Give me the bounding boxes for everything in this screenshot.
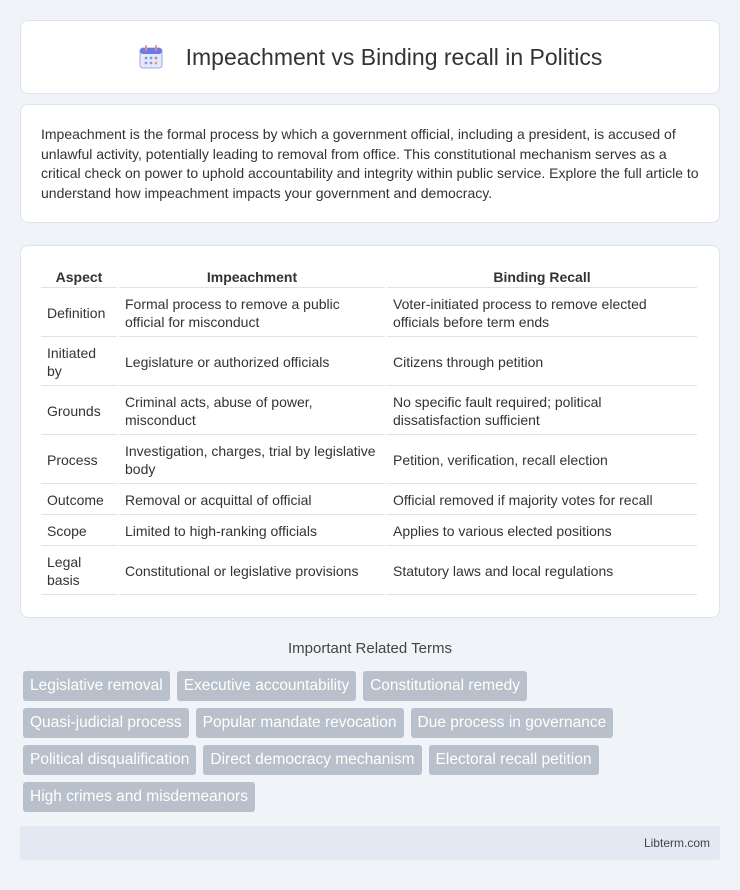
related-term-tag[interactable]: Electoral recall petition: [429, 745, 599, 775]
table-row: [41, 437, 697, 484]
row-impeachment: Legislature or authorized officials: [119, 339, 385, 386]
tag-row: [23, 745, 723, 775]
calendar-icon: [138, 44, 164, 70]
row-impeachment: Removal or acquittal of official: [119, 486, 385, 515]
row-binding-recall: Statutory laws and local regulations: [387, 548, 697, 595]
page-title: Impeachment vs Binding recall in Politics: [185, 43, 603, 70]
header-impeachment: Impeachment: [119, 266, 385, 288]
row-impeachment: Criminal acts, abuse of power, misconduct: [119, 388, 385, 435]
header-aspect: Aspect: [41, 266, 117, 288]
tag-row: [23, 782, 723, 812]
row-binding-recall: Citizens through petition: [387, 339, 697, 386]
row-aspect: Outcome: [41, 486, 117, 515]
comparison-table-card: [20, 245, 720, 618]
table-header-row: [41, 266, 697, 288]
intro-card: [20, 104, 720, 223]
table-row: [41, 486, 697, 515]
table-row: [41, 517, 697, 546]
footer-site-link[interactable]: Libterm.com: [643, 836, 710, 850]
table-row: [41, 388, 697, 435]
related-term-tag[interactable]: Political disqualification: [23, 745, 196, 775]
row-aspect: Definition: [41, 290, 117, 337]
row-aspect: Initiated by: [41, 339, 117, 386]
row-binding-recall: No specific fault required; political dissatisfaction sufficient: [387, 388, 697, 435]
related-term-tag[interactable]: Quasi-judicial process: [23, 708, 189, 738]
table-row: [41, 339, 697, 386]
row-impeachment: Investigation, charges, trial by legislative body: [119, 437, 385, 484]
header-binding-recall: Binding Recall: [387, 266, 697, 288]
header-card: [20, 20, 720, 94]
intro-text: Impeachment is the formal process by which a government official, including a president, is accused of unlawful activity, potentially leading to removal from office. This constitutional mechanism serves as a critical check on power to uphold accountability and integrity within public service. Explore the full article to understand how impeachment impacts your government and democracy.: [41, 126, 699, 201]
row-impeachment: Constitutional or legislative provisions: [119, 548, 385, 595]
row-binding-recall: Applies to various elected positions: [387, 517, 697, 546]
related-term-tag[interactable]: Due process in governance: [411, 708, 614, 738]
tag-row: [23, 671, 723, 701]
comparison-table: [39, 264, 699, 597]
row-aspect: Scope: [41, 517, 117, 546]
related-term-tag[interactable]: Executive accountability: [177, 671, 356, 701]
row-aspect: Grounds: [41, 388, 117, 435]
related-term-tag[interactable]: Direct democracy mechanism: [203, 745, 421, 775]
row-impeachment: Formal process to remove a public official for misconduct: [119, 290, 385, 337]
related-term-tag[interactable]: Popular mandate revocation: [196, 708, 404, 738]
row-binding-recall: Official removed if majority votes for recall: [387, 486, 697, 515]
row-impeachment: Limited to high-ranking officials: [119, 517, 385, 546]
row-aspect: Process: [41, 437, 117, 484]
related-term-tag[interactable]: Constitutional remedy: [363, 671, 527, 701]
related-term-tag[interactable]: Legislative removal: [23, 671, 170, 701]
row-binding-recall: Voter-initiated process to remove elected officials before term ends: [387, 290, 697, 337]
row-aspect: Legal basis: [41, 548, 117, 595]
tag-row: [23, 708, 723, 738]
related-term-tag[interactable]: High crimes and misdemeanors: [23, 782, 255, 812]
footer: [20, 826, 720, 860]
table-row: [41, 290, 697, 337]
row-binding-recall: Petition, verification, recall election: [387, 437, 697, 484]
table-row: [41, 548, 697, 595]
related-terms-list: [23, 671, 723, 819]
related-terms-title: Important Related Terms: [288, 640, 452, 657]
